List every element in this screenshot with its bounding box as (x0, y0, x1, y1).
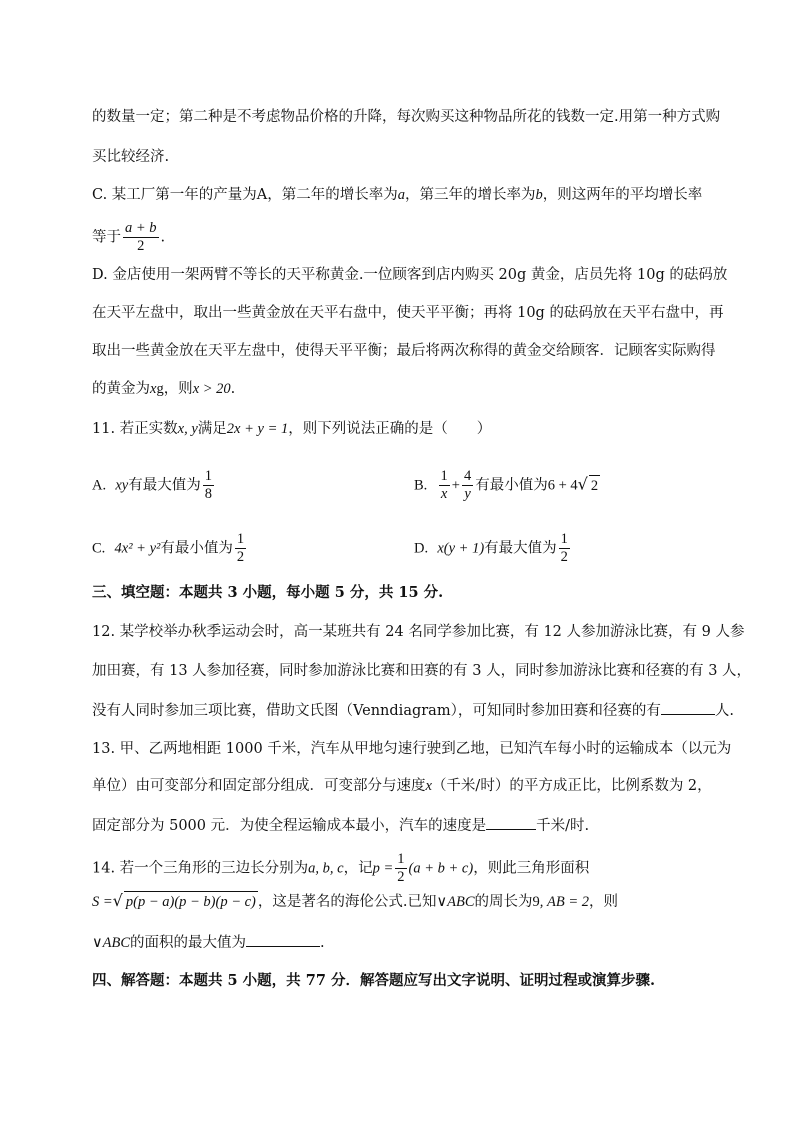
question-11-stem: 11. 若正实数x, y满足2x + y = 1，则下列说法正确的是（ ） (92, 421, 492, 437)
fraction: $\frac{a + b}{2}$ (125, 220, 157, 254)
radical-sign: √ (577, 474, 588, 494)
answer-blank[interactable] (661, 700, 715, 715)
question-12-line2: 加田赛，有 13 人参加径赛，同时参加游泳比赛和田赛的有 3 人，同时参加游泳比赛和径赛的有 3 人， (92, 663, 752, 679)
option-c-line1: C. 某工厂第一年的产量为A，第二年的增长率为a，第三年的增长率为b，则这两年的平均增长率 (92, 187, 703, 203)
q11-option-a: A. xy有最大值为 $\frac{1}{8}$ (92, 468, 212, 502)
radical-sign: √ (112, 891, 123, 910)
option-d-line3: 取出一些黄金放在天平左盘中，使得天平平衡；最后将两次称得的黄金交给顾客．记顾客实际购得 (92, 343, 716, 359)
answer-blank[interactable] (246, 932, 320, 947)
question-13-line2: 单位）由可变部分和固定部分组成．可变部分与速度x（千米/时）的平方成正比，比例系数为 2， (92, 778, 712, 794)
option-c-line2: 等于 $\frac{a + b}{2}$ . (92, 220, 166, 254)
question-14-line2: S =√ p(p − a)(p − b)(p − c) ，这是著名的海伦公式.已知∨ABC的周长为9, AB = 2，则 (92, 891, 618, 910)
fraction: $\frac{1}{x}$ (440, 468, 448, 502)
q11-option-b: B. $\frac{1}{x}$ + $\frac{4}{y}$ 有最小值为6 + 4√ 2 (414, 468, 599, 502)
fraction: $\frac{1}{8}$ (204, 468, 212, 502)
fraction: $\frac{1}{2}$ (397, 851, 405, 885)
q11-option-d: D. x(y + 1)有最大值为 $\frac{1}{2}$ (414, 531, 568, 565)
option-d-line2: 在天平左盘中，取出一些黄金放在天平右盘中，使天平平衡；再将 10g 的砝码放在天平右盘中，再 (92, 305, 724, 321)
question-13-line1: 13. 甲、乙两地相距 1000 千米，汽车从甲地匀速行驶到乙地，已知汽车每小时的运输成本（以元为 (92, 741, 732, 757)
section-heading: 三、填空题：本题共 3 小题，每小题 5 分，共 15 分. (92, 584, 444, 601)
q11-option-c: C. 4x² + y²有最小值为 $\frac{1}{2}$ (92, 531, 245, 565)
question-13-line3: 固定部分为 5000 元．为使全程运输成本最小，汽车的速度是 千米/时. (92, 815, 589, 836)
question-12-line3: 没有人同时参加三项比赛，借助文氏图（Venndiagram），可知同时参加田赛和径赛的有 人. (92, 700, 734, 721)
question-12-line1: 12. 某学校举办秋季运动会时，高一某班共有 24 名同学参加比赛，有 12 人参加游泳比赛，有 9 人参 (92, 624, 745, 640)
question-14-line3: ∨ABC的面积的最大值为 . (92, 932, 325, 953)
section-heading: 四、解答题：本题共 5 小题，共 77 分．解答题应写出文字说明、证明过程或演算步骤. (92, 972, 656, 989)
question-14-line1: 14. 若一个三角形的三边长分别为a, b, c，记p = $\frac{1}{2}$ (a + b + c)，则此三角形面积 (92, 851, 590, 885)
option-d-line1: D. 金店使用一架两臂不等长的天平称黄金.一位顾客到店内购买 20g 黄金，店员先将 10g 的砝码放 (92, 267, 728, 283)
paragraph-line: 买比较经济. (92, 149, 170, 165)
answer-blank[interactable] (486, 815, 536, 830)
fraction: $\frac{1}{2}$ (236, 531, 245, 565)
fraction: $\frac{1}{2}$ (560, 531, 568, 565)
option-d-line4: 的黄金为xg，则x > 20. (92, 381, 236, 397)
fraction: $\frac{4}{y}$ (463, 468, 472, 502)
paragraph-line: 的数量一定；第二种是不考虑物品价格的升降，每次购买这种物品所花的钱数一定.用第一种方式购 (92, 109, 721, 125)
